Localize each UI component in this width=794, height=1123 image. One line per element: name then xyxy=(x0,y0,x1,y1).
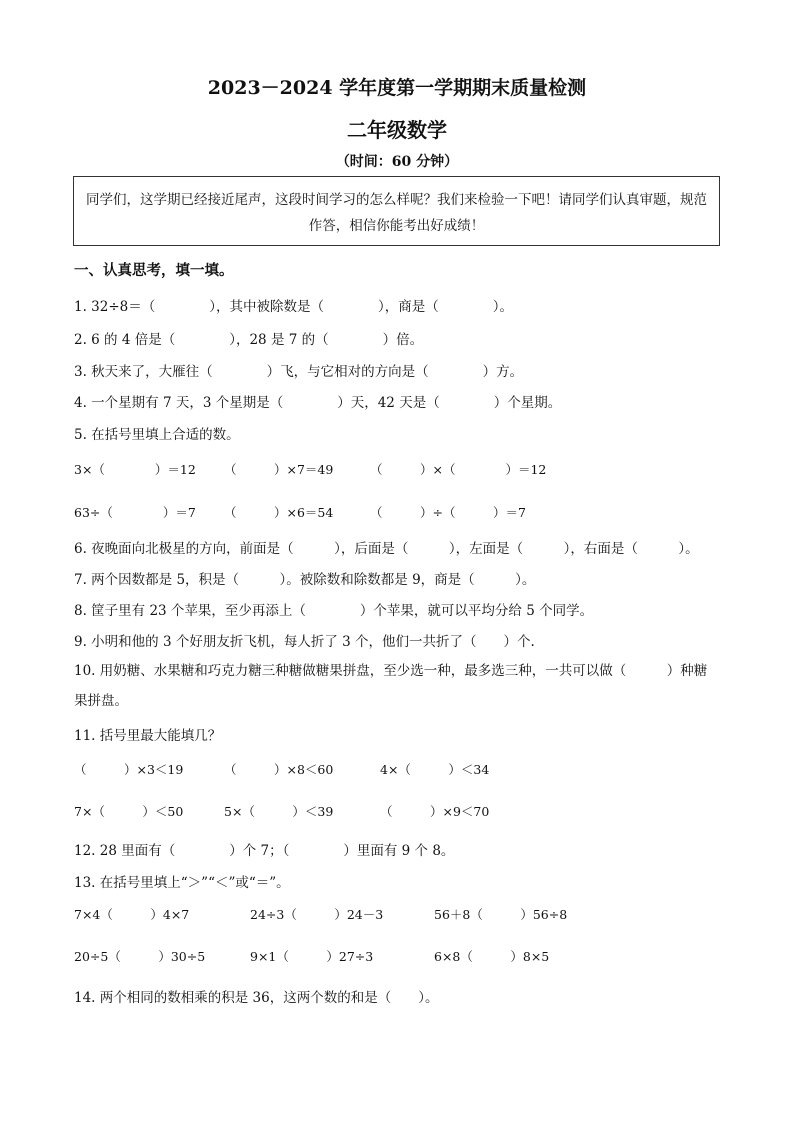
equation: 7×4（ ）4×7 xyxy=(74,907,190,922)
equation: 63÷（ ）＝7 xyxy=(74,505,196,520)
question-6: 6. 夜晚面向北极星的方向，前面是（ ），后面是（ ），左面是（ ），右面是（ ）。 xyxy=(74,541,699,557)
question-11: 11. 括号里最大能填几？ xyxy=(74,728,222,744)
question-14: 14. 两个相同的数相乘的积是 36，这两个数的和是（ ）。 xyxy=(74,990,439,1006)
equation: （ ）×（ ）＝12 xyxy=(370,462,547,477)
question-4: 4. 一个星期有 7 天，3 个星期是（ ）天，42 天是（ ）个星期。 xyxy=(74,395,562,411)
equation: 5×（ ）＜39 xyxy=(224,804,334,819)
exam-time: （时间：60 分钟） xyxy=(335,154,459,170)
exam-subtitle: 二年级数学 xyxy=(347,118,447,142)
equation: 24÷3（ ）24－3 xyxy=(250,907,384,922)
question-2: 2. 6 的 4 倍是（ ），28 是 7 的（ ）倍。 xyxy=(74,332,424,348)
question-8: 8. 筐子里有 23 个苹果，至少再添上（ ）个苹果，就可以平均分给 5 个同学。 xyxy=(74,603,594,619)
equation: （ ）×8＜60 xyxy=(224,762,334,777)
equation: 6×8（ ）8×5 xyxy=(434,949,550,964)
equation: 3×（ ）＝12 xyxy=(74,462,196,477)
question-3: 3. 秋天来了，大雁往（ ）飞，与它相对的方向是（ ）方。 xyxy=(74,364,524,380)
section-heading: 一、认真思考，填一填。 xyxy=(74,262,234,279)
equation: （ ）×6＝54 xyxy=(224,505,334,520)
question-13: 13. 在括号里填上“＞”“＜”或“＝”。 xyxy=(74,875,290,891)
question-10: 10. 用奶糖、水果糖和巧克力糖三种糖做糖果拼盘，至少选一种，最多选三种，一共可以做（ ）种糖果拼盘。 xyxy=(74,663,708,709)
equation: （ ）÷（ ）＝7 xyxy=(370,505,526,520)
equation: 7×（ ）＜50 xyxy=(74,804,184,819)
question-5: 5. 在括号里填上合适的数。 xyxy=(74,427,240,443)
equation: 4×（ ）＜34 xyxy=(380,762,490,777)
intro-box: 同学们，这学期已经接近尾声，这段时间学习的怎么样呢？我们来检验一下吧！请同学们认真审题，规范作答，相信你能考出好成绩！ xyxy=(73,176,720,246)
question-7: 7. 两个因数都是 5，积是（ ）。被除数和除数都是 9，商是（ ）。 xyxy=(74,572,536,588)
equation: （ ）×7＝49 xyxy=(224,462,334,477)
question-12: 12. 28 里面有（ ）个 7；（ ）里面有 9 个 8。 xyxy=(74,843,455,859)
equation: 20÷5（ ）30÷5 xyxy=(74,949,206,964)
equation: 9×1（ ）27÷3 xyxy=(250,949,374,964)
question-9: 9. 小明和他的 3 个好朋友折飞机，每人折了 3 个，他们一共折了（ ）个. xyxy=(74,634,535,650)
equation: 56＋8（ ）56÷8 xyxy=(434,907,568,922)
exam-title: 2023－2024 学年度第一学期期末质量检测 xyxy=(207,77,587,99)
equation: （ ）×9＜70 xyxy=(380,804,490,819)
question-1: 1. 32÷8＝（ ），其中被除数是（ ），商是（ ）。 xyxy=(74,299,513,315)
equation: （ ）×3＜19 xyxy=(74,762,184,777)
